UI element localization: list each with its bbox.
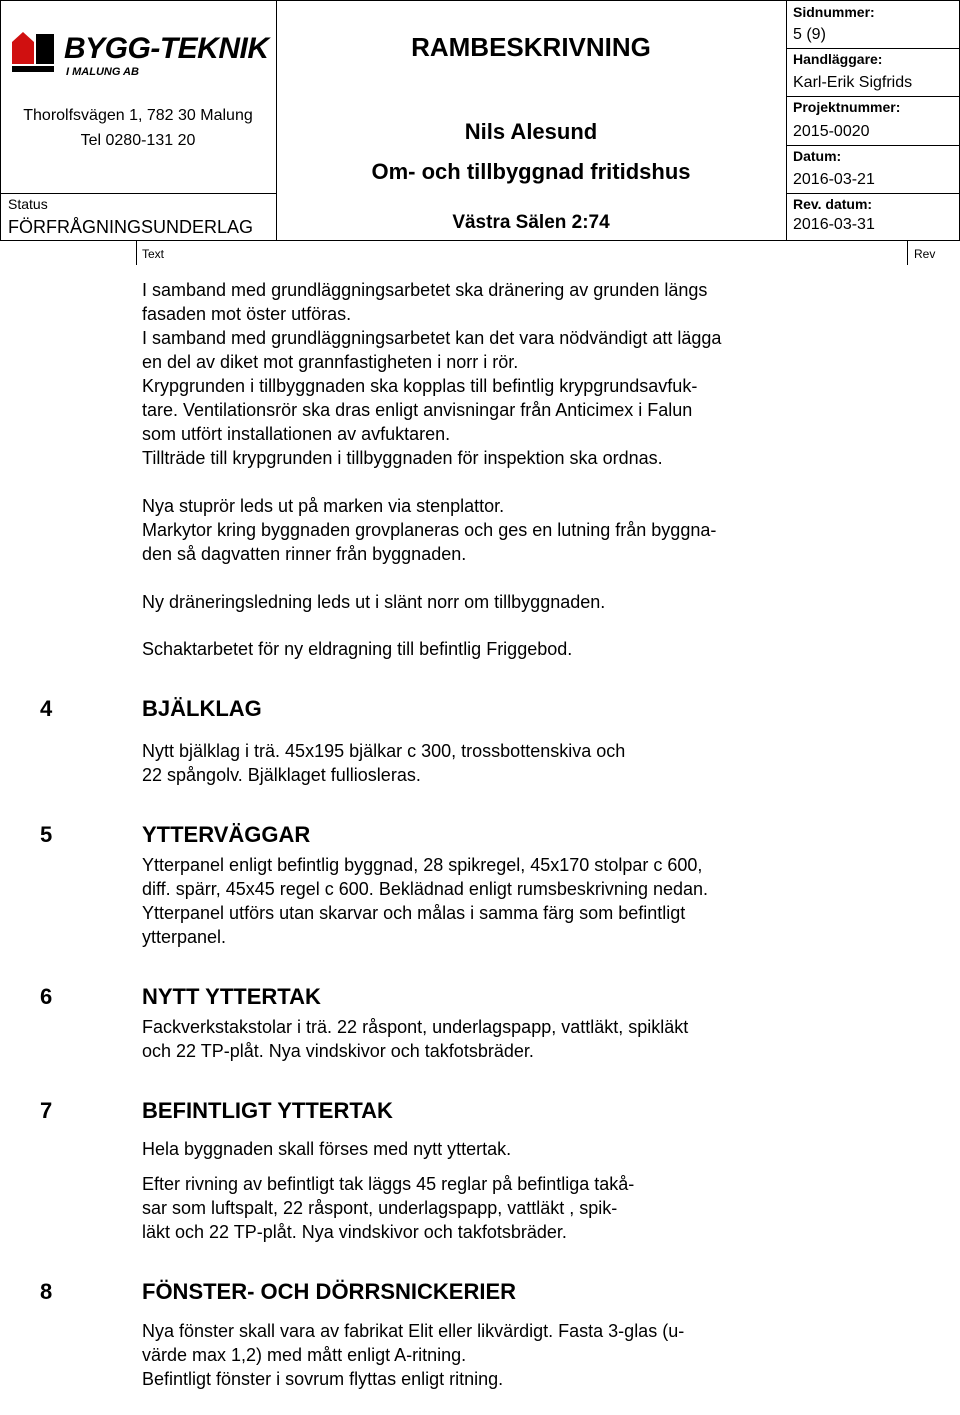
property-name: Västra Sälen 2:74 [452,212,610,233]
date-label: Datum: [793,148,842,164]
paragraph-line: en del av diket mot grannfastigheten i norr i rör. [142,352,519,372]
paragraph-line: I samband med grundläggningsarbetet ska dränering av grunden längs [142,280,708,300]
status-value: FÖRFRÅGNINGSUNDERLAG [8,217,254,237]
section-number: 6 [40,984,53,1009]
section-line: och 22 TP-plåt. Nya vindskivor och takfotsbräder. [142,1041,534,1061]
project-number-label: Projektnummer: [793,99,901,115]
company-name: BYGG-TEKNIK [64,32,269,65]
date-value: 2016-03-21 [793,171,875,188]
rev-column-marker [907,241,908,265]
section-number: 7 [40,1098,53,1123]
section-line: Ytterpanel utförs utan skarvar och målas i samma färg som befintligt [142,903,686,923]
section-line: sar som luftspalt, 22 råspont, underlagspapp, vattläkt , spik- [142,1198,618,1218]
header-divider-2 [786,0,787,240]
section-line: 22 spångolv. Bjälklaget fulliosleras. [142,765,421,785]
company-phone: Tel 0280-131 20 [80,132,196,149]
handler-value: Karl-Erik Sigfrids [793,74,913,91]
text-column-label: Text [142,247,165,261]
rev-date-label: Rev. datum: [793,196,873,212]
section-line: Nya fönster skall vara av fabrikat Elit eller likvärdigt. Fasta 3-glas (u- [142,1321,685,1341]
paragraph-line: Schaktarbetet för ny eldragning till befintlig Friggebod. [142,639,573,659]
header-bottom-border [0,240,960,241]
rev-column-label: Rev [914,247,936,261]
company-logo [10,30,270,82]
paragraph-line: I samband med grundläggningsarbetet kan det vara nödvändigt att lägga [142,328,722,348]
paragraph-line: Ny dräneringsledning leds ut i slänt norr om tillbyggnaden. [142,592,606,612]
section-title: BEFINTLIGT YTTERTAK [142,1098,393,1123]
paragraph-line: Krypgrunden i tillbyggnaden ska kopplas till befintlig krypgrundsavfuk- [142,376,698,396]
status-label: Status [8,196,48,212]
section-number: 5 [40,822,53,847]
client-name: Nils Alesund [464,119,598,144]
section-title: BJÄLKLAG [142,696,262,721]
paragraph-line: den så dagvatten rinner från byggnaden. [142,544,467,564]
section-line: värde max 1,2) med mått enligt A-ritning. [142,1345,467,1365]
section-number: 8 [40,1279,53,1304]
section-number: 4 [40,696,53,721]
paragraph-line: Nya stuprör leds ut på marken via stenplattor. [142,496,505,516]
info-divider [786,193,960,194]
paragraph-line: fasaden mot öster utföras. [142,304,352,324]
text-column-marker [136,241,137,265]
section-line: Fackverkstakstolar i trä. 22 råspont, underlagspapp, vattläkt, spikläkt [142,1017,689,1037]
info-divider [786,96,960,97]
section-line: Befintligt fönster i sovrum flyttas enligt ritning. [142,1369,504,1389]
page-number-value: 5 (9) [793,26,826,43]
section-title: NYTT YTTERTAK [142,984,321,1009]
page-number-label: Sidnummer: [793,4,875,20]
company-address: Thorolfsvägen 1, 782 30 Malung [23,107,253,124]
header-top-border [0,0,960,1]
project-name: Om- och tillbyggnad fritidshus [371,159,691,184]
section-line: Efter rivning av befintligt tak läggs 45 reglar på befintliga takå- [142,1174,635,1194]
section-line: Nytt bjälklag i trä. 45x195 bjälkar c 300, trossbottenskiva och [142,741,626,761]
section-title: YTTERVÄGGAR [142,822,311,847]
paragraph-line: Tillträde till krypgrunden i tillbyggnaden för inspektion ska ordnas. [142,448,663,468]
section-line: diff. spärr, 45x45 regel c 600. Beklädnad enligt rumsbeskrivning nedan. [142,879,709,899]
section-line: ytterpanel. [142,927,227,947]
section-line: läkt och 22 TP-plåt. Nya vindskivor och takfotsbräder. [142,1222,567,1242]
paragraph-line: som utfört installationen av avfuktaren. [142,424,451,444]
section-title: FÖNSTER- OCH DÖRRSNICKERIER [142,1279,517,1304]
section-line: Hela byggnaden skall förses med nytt yttertak. [142,1139,512,1159]
section-line: Ytterpanel enligt befintlig byggnad, 28 spikregel, 45x170 stolpar c 600, [142,855,703,875]
project-number-value: 2015-0020 [793,123,870,140]
company-subname: I MALUNG AB [66,66,139,78]
header-status-divider [0,193,276,194]
info-divider [786,145,960,146]
handler-label: Handläggare: [793,51,883,67]
paragraph-line: tare. Ventilationsrör ska dras enligt anvisningar från Anticimex i Falun [142,400,693,420]
rev-date-value: 2016-03-31 [793,216,875,233]
document-header [0,0,960,240]
paragraph-line: Markytor kring byggnaden grovplaneras och ges en lutning från byggna- [142,520,717,540]
document-title: RAMBESKRIVNING [411,32,651,62]
info-divider [786,48,960,49]
